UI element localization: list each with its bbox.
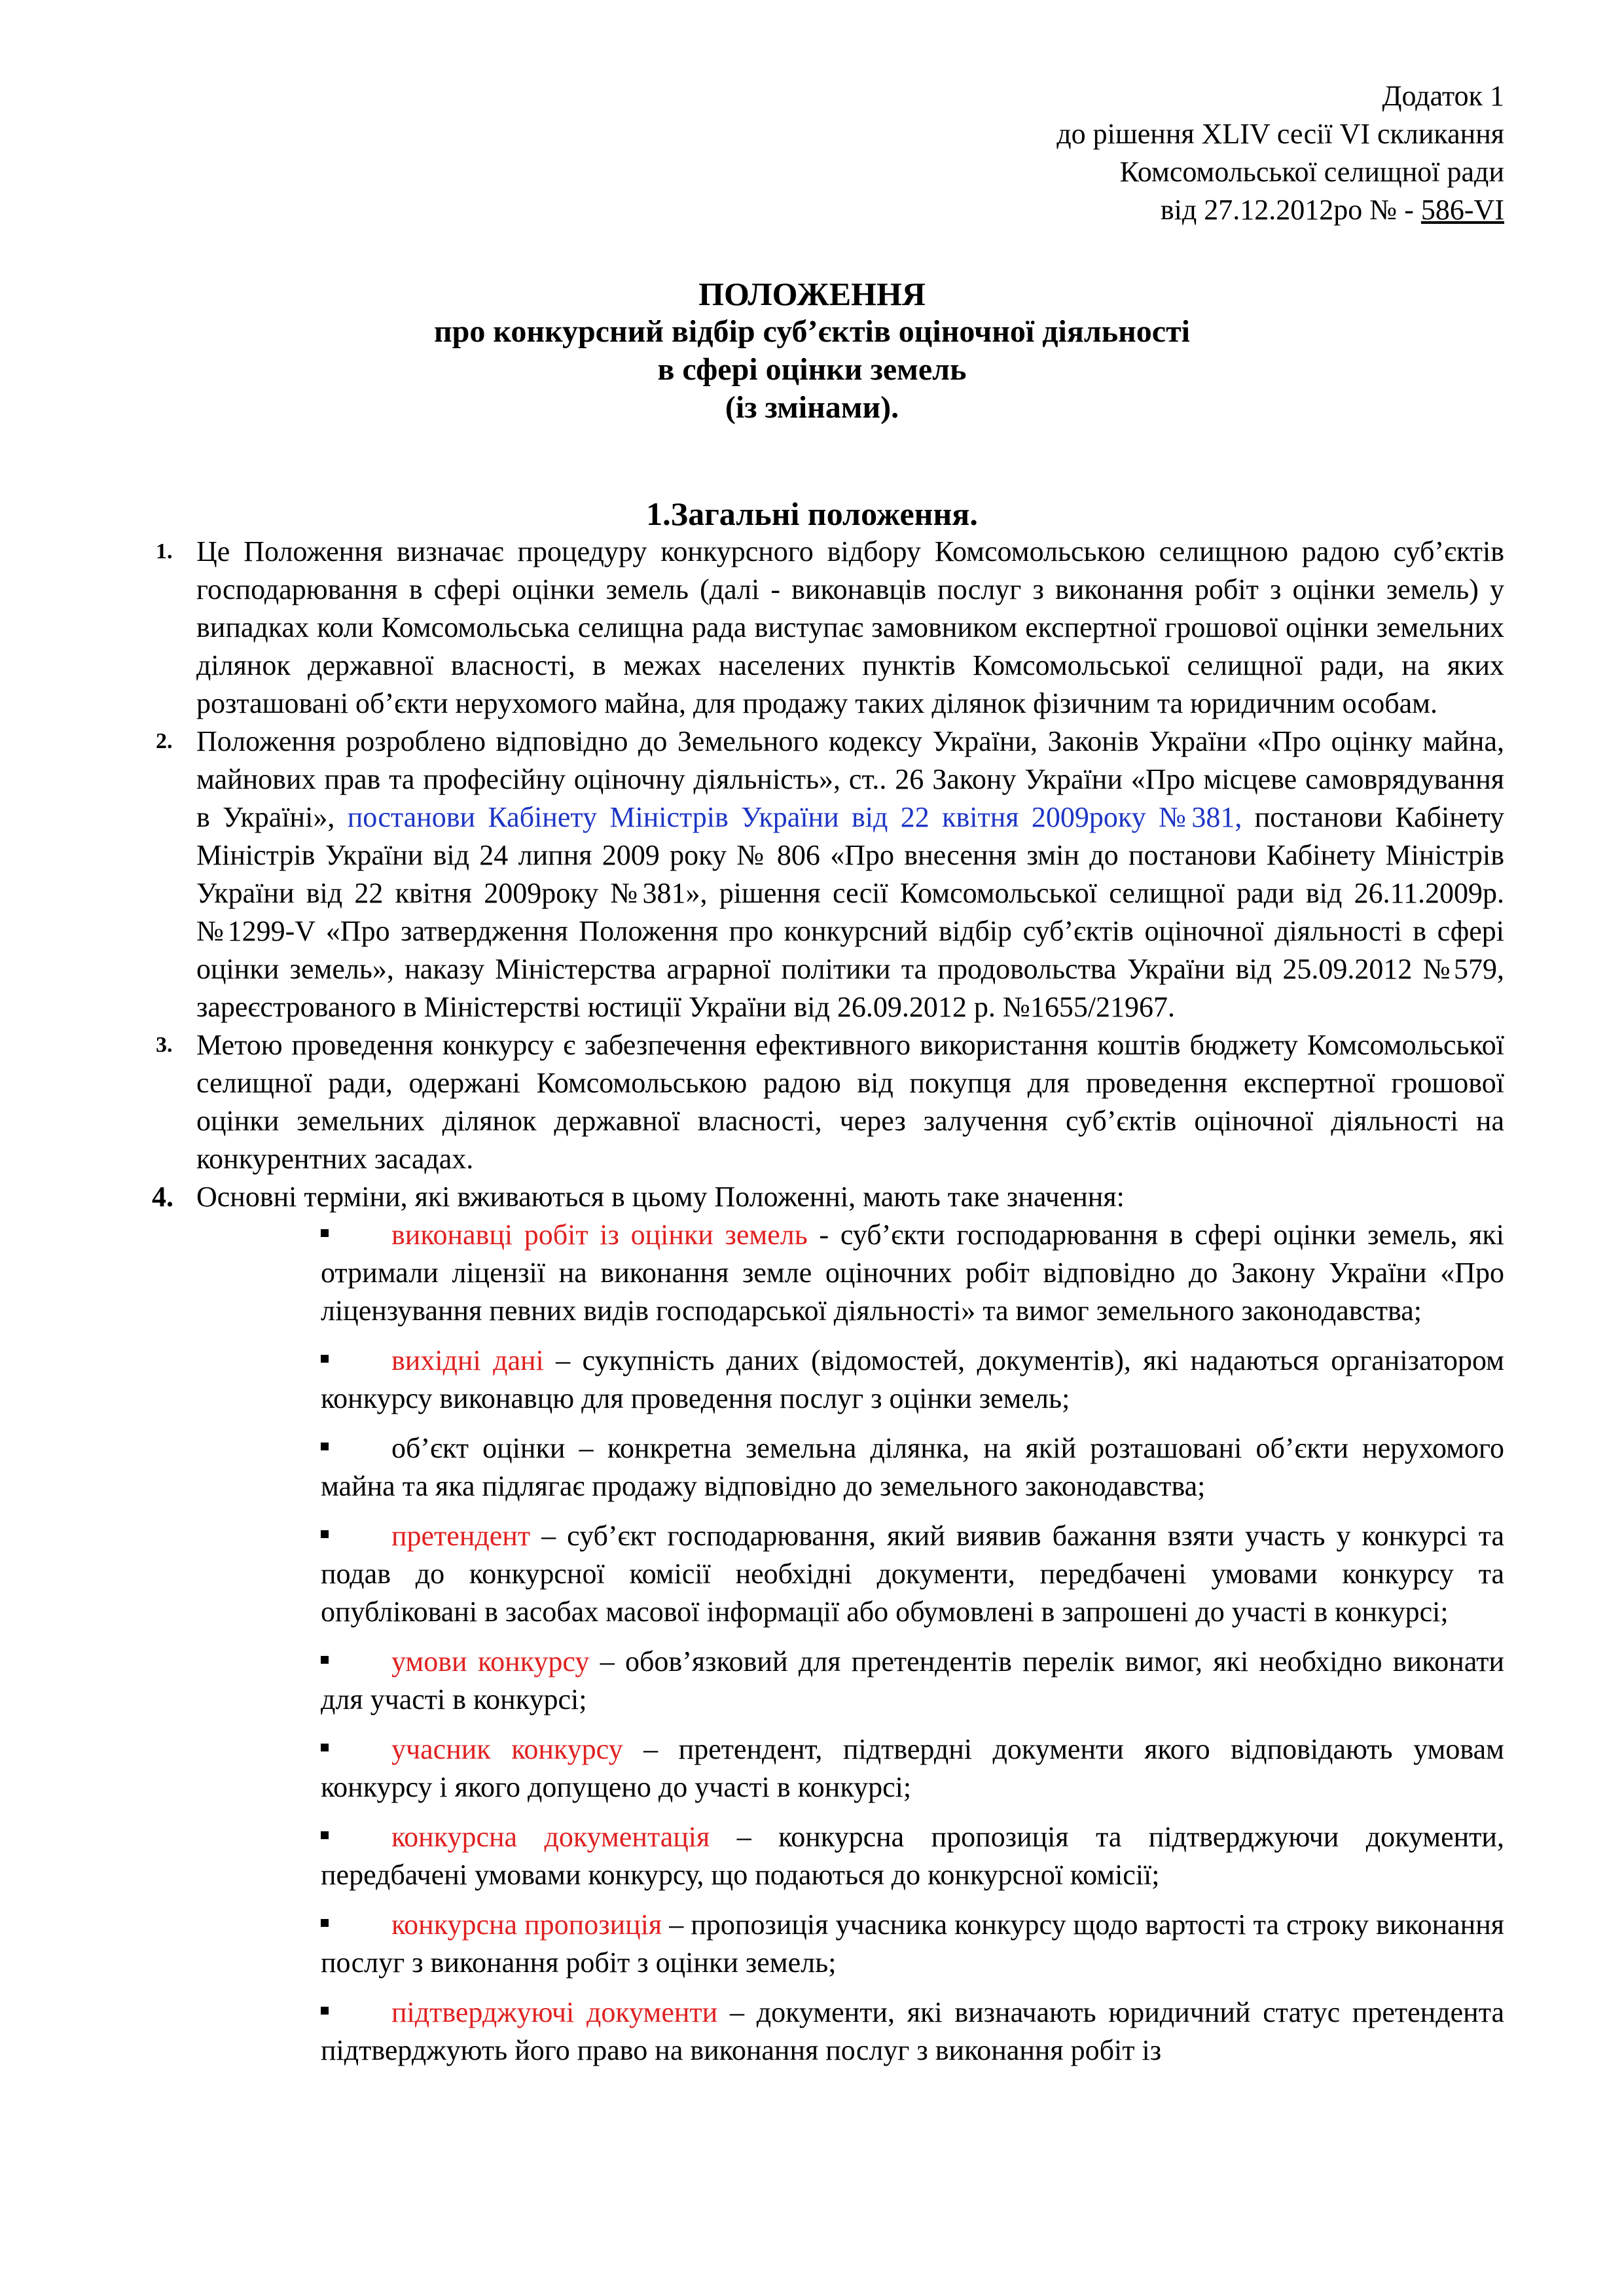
bullet-icon (321, 1656, 329, 1664)
item-number: 3. (156, 1033, 173, 1057)
item-text: Метою проведення конкурсу є забезпечення ефективного використання коштів бюджету Комсомольської селищної ради, одержані Комсомольською радою від покупця для проведення експертної грошової оцінки земельних ділянок державної власності, через залучення суб’єктів оціночної діяльності на конкурентних засадах. (196, 1029, 1504, 1175)
term-item (321, 1994, 1504, 2070)
term-definition: – претендент, підтвердні документи якого відповідають умовам конкурсу і якого допущено до участі в конкурсі; (321, 1733, 1504, 1803)
bullet-icon (321, 1229, 329, 1237)
item-text: Положення розроблено відповідно до Земельного кодексу України, Законів України «Про оцінку майна, майнових прав та професійну оціночну діяльність», ст.. 26 Закону України «Про місцеве самоврядування в Україні», (196, 725, 1504, 833)
bullet-icon (321, 1355, 329, 1363)
term-name: підтверджуючі документи (391, 1996, 718, 2028)
list-item (156, 723, 1505, 1026)
bullet-icon (321, 1919, 329, 1927)
appendix-header (1056, 77, 1504, 229)
term-name: учасник конкурсу (391, 1733, 623, 1765)
term-name: конкурсна пропозиція (391, 1909, 662, 1941)
provisions-list (152, 533, 1505, 2081)
term-item (321, 1731, 1504, 1806)
term-name: умови конкурсу (391, 1645, 590, 1677)
section-heading: 1.Загальні положення. (646, 495, 978, 532)
bullet-icon (321, 1831, 329, 1839)
title-main: ПОЛОЖЕННЯ (698, 276, 926, 312)
item-text: Основні терміни, які вживаються в цьому Положенні, мають таке значення: (196, 1181, 1125, 1213)
decision-reference: до рішення XLIV сесії VI скликання (1056, 118, 1504, 150)
bullet-icon (321, 2007, 329, 2015)
term-name: вихідні дані (391, 1344, 544, 1376)
term-definition: – пропозиція учасника конкурсу щодо вартості та строку виконання послуг з виконання робіт з оцінки земель; (321, 1909, 1504, 1979)
terms-list (321, 1216, 1504, 2070)
bullet-icon (321, 1530, 329, 1538)
term-definition: – суб’єкт господарювання, який виявив бажання взяти участь у конкурсі та подав до конкурсної комісії необхідні документи, передбачені умовами конкурсу та опубліковані в засобах масової інформації або обумовлені в запрошені до участі в конкурсі; (321, 1520, 1504, 1628)
term-definition: – сукупність даних (відомостей, документів), які надаються організатором конкурсу виконавцю для проведення послуг з оцінки земель; (321, 1344, 1504, 1414)
term-item (321, 1643, 1504, 1719)
resolution-link[interactable]: постанови Кабінету Міністрів України від 22 квітня 2009року №381, (347, 801, 1242, 833)
list-item (156, 1026, 1504, 1178)
term-name: конкурсна документація (391, 1821, 710, 1853)
list-item (152, 1178, 1504, 1216)
title-line-3: в сфері оцінки земель (657, 352, 967, 387)
item-text: постанови Кабінету Міністрів України від 24 липня 2009 року № 806 «Про внесення змін до постанови Кабінету Міністрів України від 22 квітня 2009року №381», рішення сесії Комсомольської селищної ради від 26.11.2009р. №1299-V «Про затвердження Положення про конкурсний відбір суб’єктів оціночної діяльності в сфері оцінки земель», наказу Міністерства аграрної політики та продовольства України від 25.09.2012 №579, зареєстрованого в Міністерстві юстиції України від 26.09.2012 р. №1655/21967. (196, 801, 1505, 1023)
appendix-label: Додаток 1 (1382, 80, 1504, 112)
decision-date: від 27.12.2012ро № - (1160, 194, 1421, 226)
term-name: виконавці робіт із оцінки земель (391, 1219, 808, 1251)
item-number: 2. (156, 729, 173, 753)
term-item (321, 1216, 1504, 1330)
term-definition: – обов’язковий для претендентів перелік вимог, які необхідно виконати для участі в конкурсі; (321, 1645, 1504, 1715)
bullet-icon (321, 1443, 329, 1450)
term-name: претендент (391, 1520, 531, 1552)
title-line-2: про конкурсний відбір суб’єктів оціночної діяльності (433, 314, 1191, 349)
council-name: Комсомольської селищної ради (1119, 156, 1504, 188)
item-text: Це Положення визначає процедуру конкурсного відбору Комсомольською селищною радою суб’єктів господарювання в сфері оцінки земель (далі - виконавців послуг з виконання робіт з оцінки земель) у випадках коли Комсомольська селищна рада виступає замовником експертної грошової оцінки земельних ділянок державної власності, в межах населених пунктів Комсомольської селищної ради, на яких розташовані об’єкти нерухомого майна, для продажу таких ділянок фізичним та юридичним особам. (196, 535, 1504, 719)
term-definition: - суб’єкти господарювання в сфері оцінки земель, які отримали ліцензії на виконання земле оціночних робіт відповідно до Закону України «Про ліцензування певних видів господарської діяльності» та вимог земельного законодавства; (321, 1219, 1504, 1327)
term-definition: – конкурсна пропозиція та підтверджуючи документи, передбачені умовами конкурсу, що подаються до конкурсної комісії; (321, 1821, 1504, 1891)
term-definition: об’єкт оцінки – конкретна земельна ділянка, на якій розташовані об’єкти нерухомого майна та яка підлягає продажу відповідно до земельного законодавства; (321, 1432, 1504, 1502)
term-definition: – документи, які визначають юридичний статус претендента підтверджують його право на виконання послуг з виконання робіт із (321, 1996, 1504, 2066)
item-number: 1. (156, 539, 173, 564)
term-item (321, 1517, 1504, 1631)
list-item (156, 533, 1504, 723)
document-title (0, 275, 1624, 427)
term-item (321, 1342, 1504, 1418)
title-line-4: (із змінами). (725, 390, 899, 425)
bullet-icon (321, 1744, 329, 1751)
term-item (321, 1818, 1504, 1894)
decision-date-number (1056, 191, 1504, 229)
decision-number: 586-VI (1420, 194, 1504, 226)
term-item (321, 1429, 1504, 1505)
item-number: 4. (152, 1181, 173, 1213)
term-item (321, 1906, 1504, 1982)
